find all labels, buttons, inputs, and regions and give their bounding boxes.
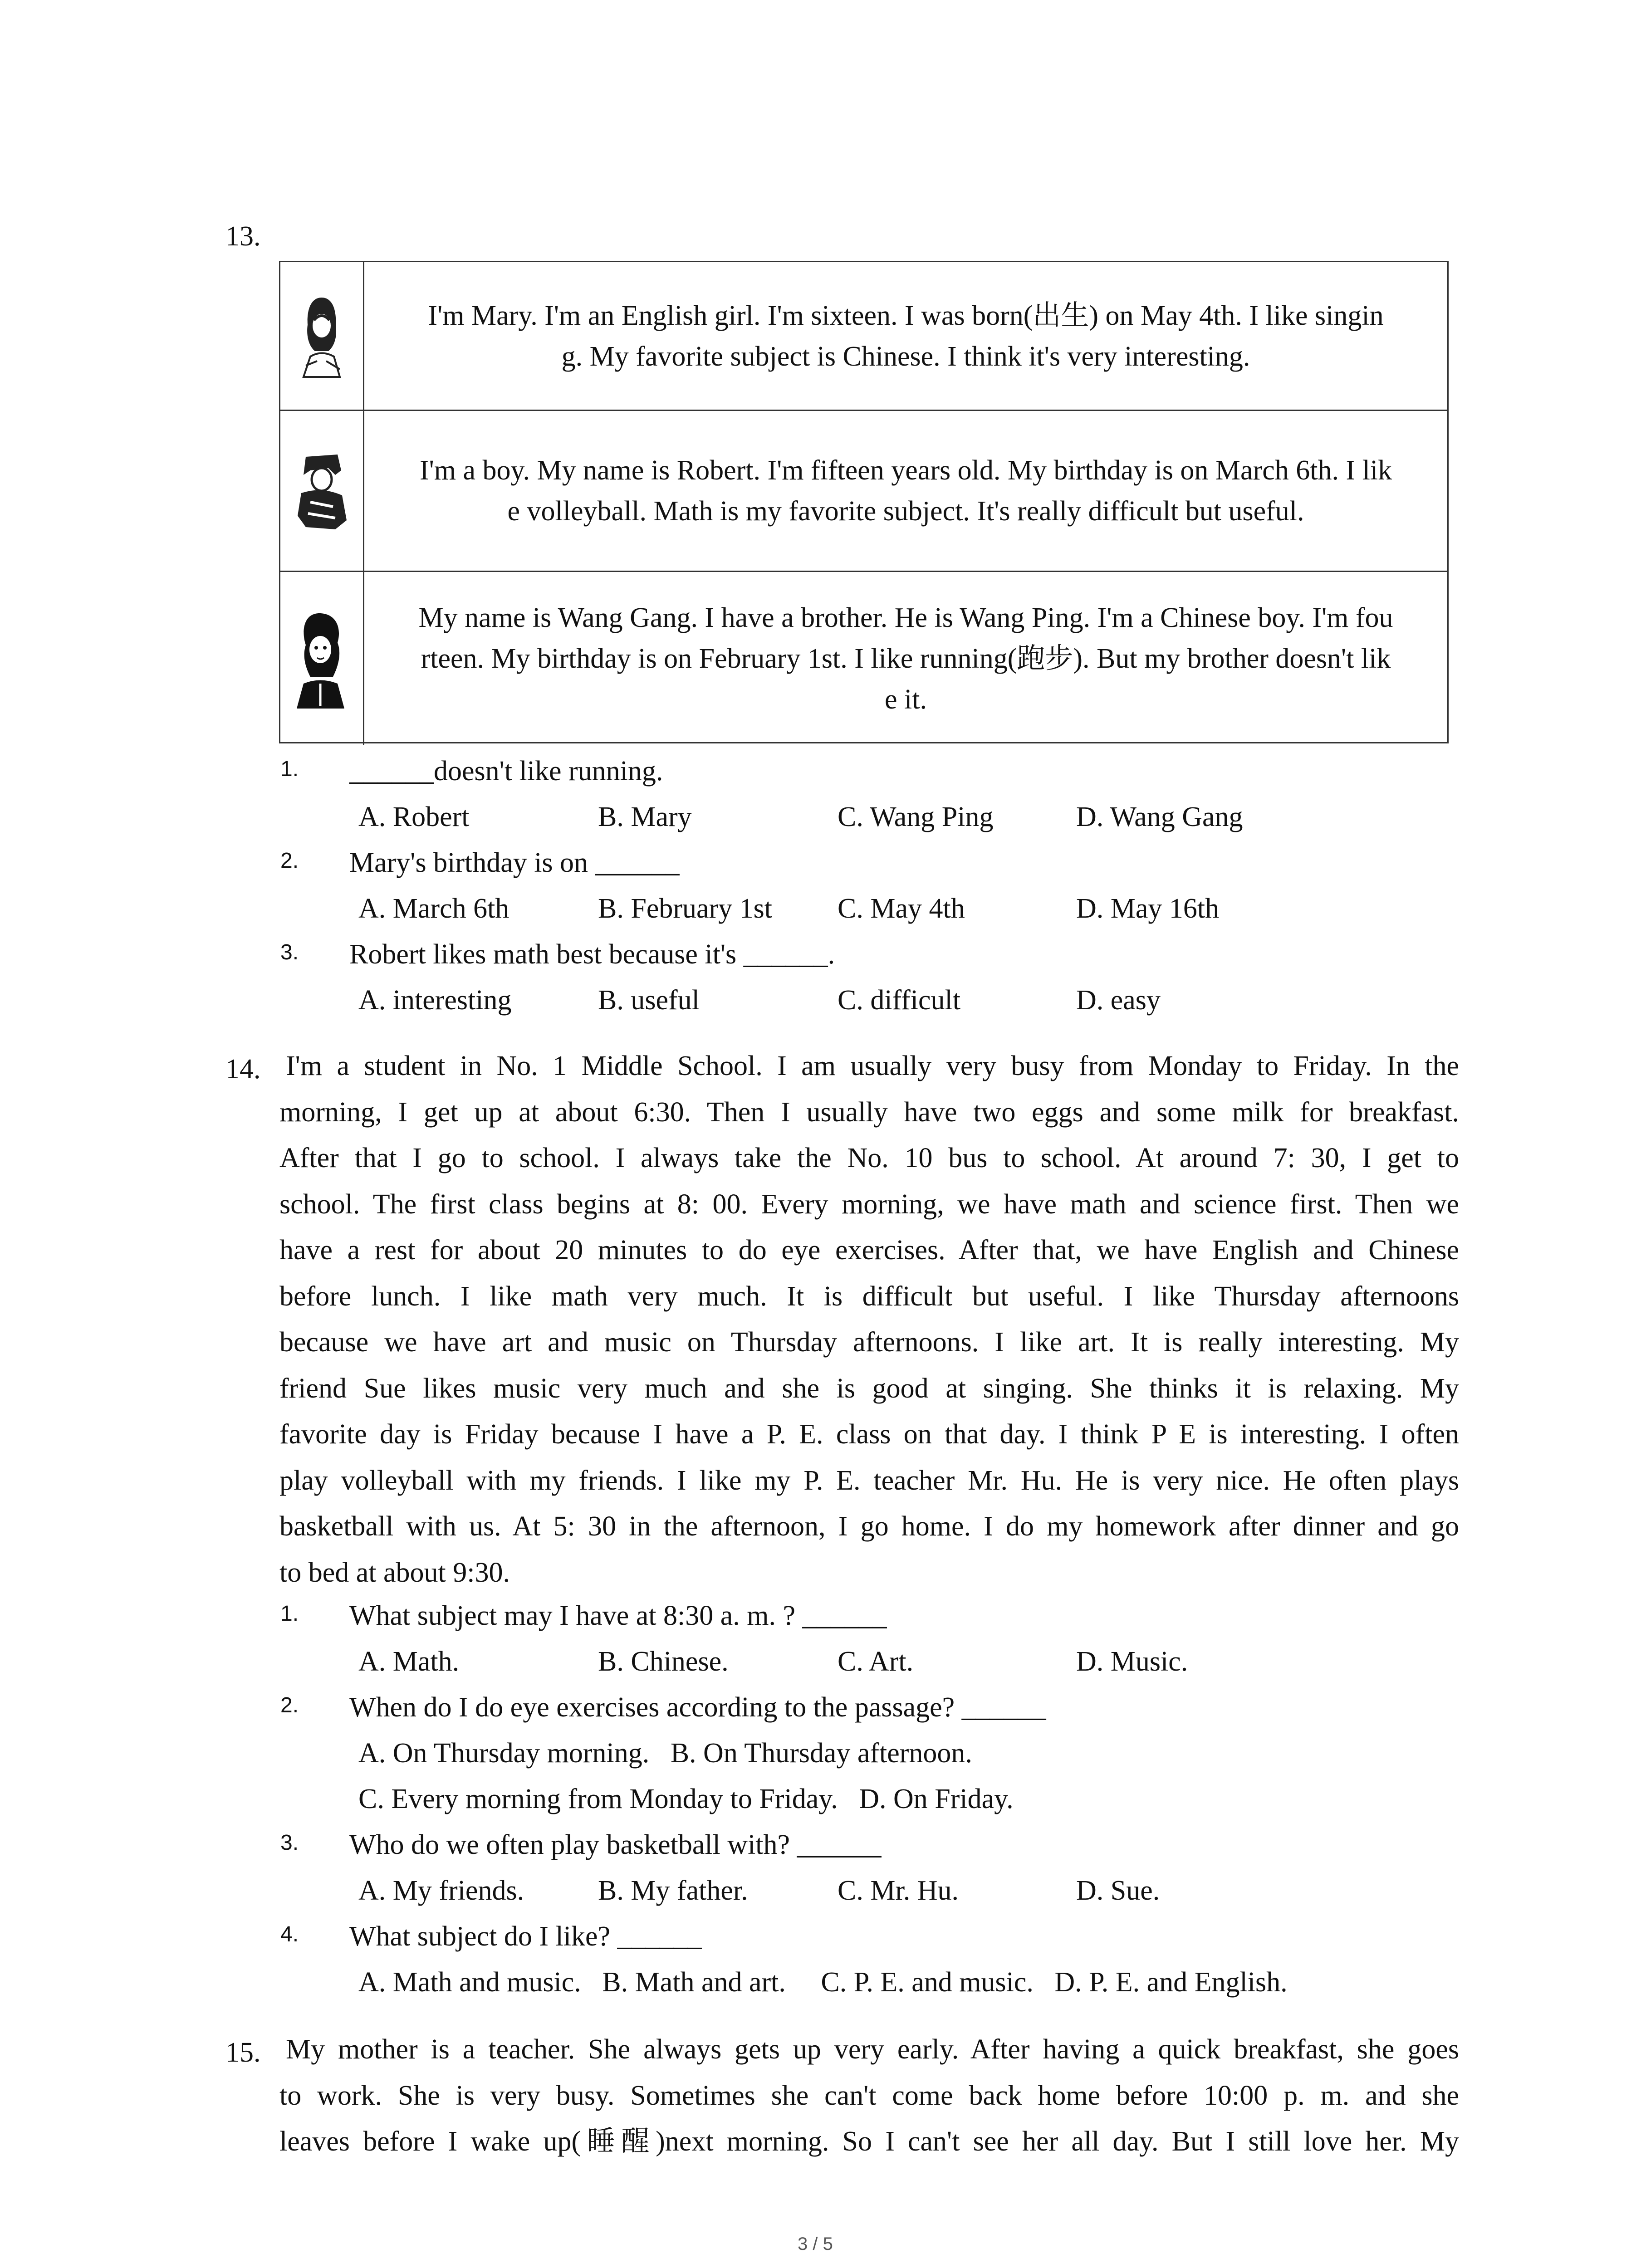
mary-text-line-2: g. My favorite subject is Chinese. I think it's very interesting. — [561, 341, 1250, 372]
q13-sub2-option-a: A. March 6th — [358, 893, 509, 924]
q14-sub1-option-b: B. Chinese. — [598, 1646, 729, 1677]
question-15-number: 15. — [225, 2037, 261, 2068]
profile-row-wang-gang — [280, 571, 1447, 745]
q15-passage-line: My mother is a teacher. She always gets up very early. After having a quick breakfast, she goes — [286, 2034, 1459, 2065]
q14-sub1-option-d: D. Music. — [1076, 1646, 1188, 1677]
profile-table — [279, 261, 1449, 743]
question-13-number: 13. — [225, 221, 261, 252]
wang-gang-text-line-1: My name is Wang Gang. I have a brother. He is Wang Ping. I'm a Chinese boy. I'm fou — [418, 602, 1393, 633]
q15-passage-line: leaves before I wake up(睡醒)next morning. So I can't see her all day. But I still love her. My — [279, 2126, 1459, 2157]
q14-passage-line: After that I go to school. I always take the No. 10 bus to school. At around 7: 30, I get to — [279, 1143, 1459, 1173]
q14-sub2-stem: When do I do eye exercises according to the passage? ______ — [349, 1692, 1046, 1723]
q14-passage-line: because we have art and music on Thursday afternoons. I like art. It is really interesting. My — [279, 1327, 1459, 1358]
wang-gang-text-line-3: e it. — [885, 684, 927, 715]
q15-passage — [279, 2027, 1459, 2165]
q13-sub1-stem: ______doesn't like running. — [349, 756, 663, 787]
q13-sub3-number: 3. — [280, 940, 299, 964]
q15-passage-line: to work. She is very busy. Sometimes she can't come back home before 10:00 p. m. and she — [279, 2080, 1459, 2111]
q14-sub2-options-line-1: A. On Thursday morning. B. On Thursday afternoon. — [358, 1738, 972, 1769]
q13-sub2-number: 2. — [280, 849, 299, 873]
q14-sub1-option-c: C. Art. — [838, 1646, 914, 1677]
robert-text-line-2: e volleyball. Math is my favorite subject. It's really difficult but useful. — [507, 496, 1304, 527]
q13-sub2-option-b: B. February 1st — [598, 893, 773, 924]
q14-sub4-options-line-1: A. Math and music. B. Math and art. C. P. E. and music. D. P. E. and English. — [358, 1967, 1288, 1998]
q13-sub3-option-c: C. difficult — [838, 985, 960, 1016]
q14-sub2-options-line-2: C. Every morning from Monday to Friday. D. On Friday. — [358, 1784, 1014, 1814]
q13-sub3-option-d: D. easy — [1076, 985, 1161, 1016]
wang-gang-text-line-2: rteen. My birthday is on February 1st. I like running(跑步). But my brother doesn't lik — [421, 643, 1391, 674]
mary-portrait-image — [280, 262, 364, 410]
wang-gang-portrait-image — [280, 572, 364, 745]
q14-sub3-option-c: C. Mr. Hu. — [838, 1875, 959, 1906]
q13-sub1-option-d: D. Wang Gang — [1076, 802, 1243, 832]
robert-portrait-image — [280, 411, 364, 571]
q14-passage-line: basketball with us. At 5: 30 in the afternoon, I go home. I do my homework after dinner and go — [279, 1511, 1459, 1542]
q13-sub1-option-b: B. Mary — [598, 802, 692, 832]
q13-sub3-stem: Robert likes math best because it's ______. — [349, 939, 835, 970]
q14-sub4-number: 4. — [280, 1922, 299, 1946]
q14-sub3-option-b: B. My father. — [598, 1875, 748, 1906]
q14-passage-line: have a rest for about 20 minutes to do eye exercises. After that, we have English and Chinese — [279, 1235, 1459, 1266]
q14-passage-line: school. The first class begins at 8: 00. Every morning, we have math and science first. Then we — [279, 1188, 1459, 1220]
q14-passage-line: before lunch. I like math very much. It is difficult but useful. I like Thursday afternoons — [279, 1281, 1459, 1312]
page-number: 3 / 5 — [798, 2234, 833, 2254]
q14-passage-line: friend Sue likes music very much and she is good at singing. She thinks it is relaxing. My — [279, 1373, 1459, 1404]
q14-passage-line: play volleyball with my friends. I like my P. E. teacher Mr. Hu. He is very nice. He often plays — [279, 1465, 1459, 1496]
q14-sub3-number: 3. — [280, 1831, 299, 1855]
question-14-number: 14. — [225, 1054, 261, 1085]
profile-row-mary — [280, 262, 1447, 410]
q14-passage — [279, 1043, 1459, 1596]
robert-text-line-1: I'm a boy. My name is Robert. I'm fifteen years old. My birthday is on March 6th. I lik — [419, 455, 1392, 486]
q13-sub1-option-a: A. Robert — [358, 802, 470, 832]
q13-sub2-option-c: C. May 4th — [838, 893, 965, 924]
q14-sub4-stem: What subject do I like? ______ — [349, 1921, 702, 1952]
q13-sub3-option-a: A. interesting — [358, 985, 512, 1016]
q14-sub3-option-a: A. My friends. — [358, 1875, 524, 1906]
q14-sub2-number: 2. — [280, 1693, 299, 1717]
q14-sub1-number: 1. — [280, 1602, 299, 1626]
q14-passage-line: I'm a student in No. 1 Middle School. I am usually very busy from Monday to Friday. In the — [286, 1051, 1459, 1081]
q14-passage-line: morning, I get up at about 6:30. Then I usually have two eggs and some milk for breakfast. — [279, 1096, 1459, 1128]
q13-sub2-stem: Mary's birthday is on ______ — [349, 847, 680, 878]
q13-sub2-option-d: D. May 16th — [1076, 893, 1220, 924]
q14-passage-line: to bed at about 9:30. — [279, 1557, 510, 1588]
q14-sub1-stem: What subject may I have at 8:30 a. m. ? ______ — [349, 1600, 887, 1631]
mary-text-line-1: I'm Mary. I'm an English girl. I'm sixteen. I was born(出生) on May 4th. I like singin — [428, 300, 1384, 331]
profile-row-robert — [280, 410, 1447, 571]
q13-sub1-number: 1. — [280, 757, 299, 781]
q13-sub1-option-c: C. Wang Ping — [838, 802, 994, 832]
q13-sub3-option-b: B. useful — [598, 985, 700, 1016]
q14-sub1-option-a: A. Math. — [358, 1646, 460, 1677]
q14-passage-line: favorite day is Friday because I have a P. E. class on that day. I think P E is interesting. I often — [279, 1419, 1459, 1450]
q14-sub3-option-d: D. Sue. — [1076, 1875, 1160, 1906]
q14-sub3-stem: Who do we often play basketball with? ______ — [349, 1829, 882, 1860]
